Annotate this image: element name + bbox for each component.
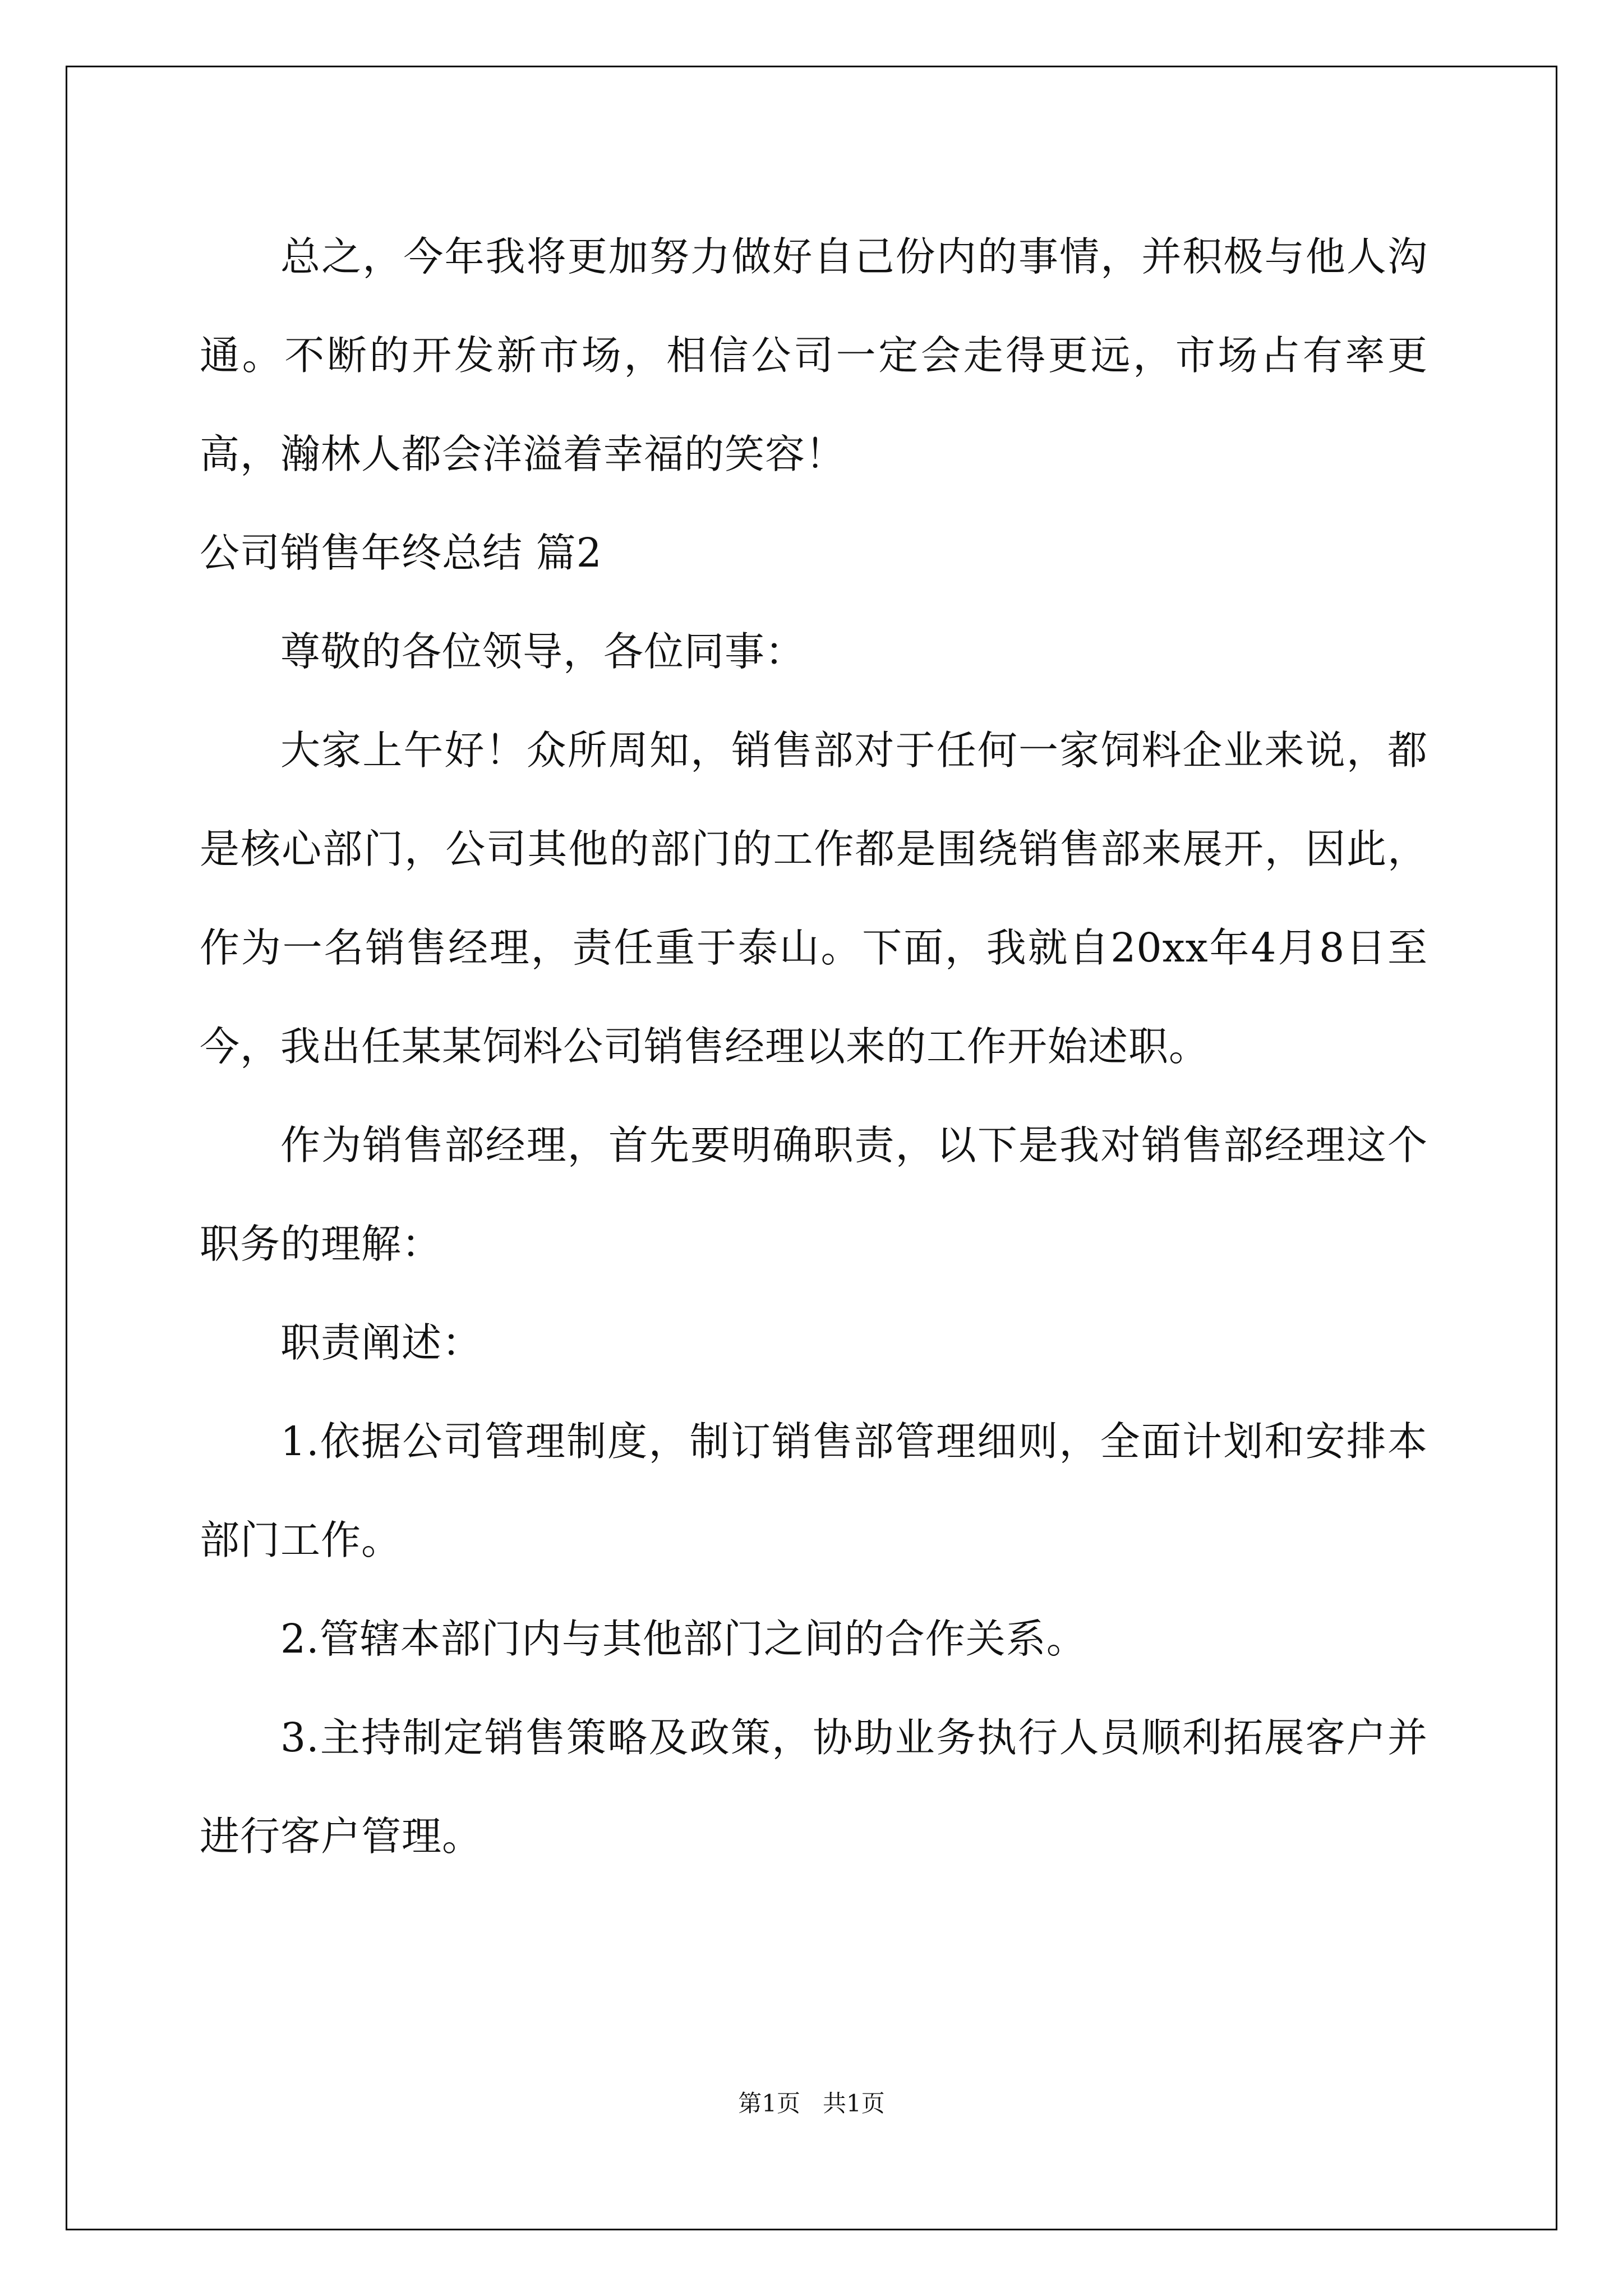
list-item-duty-2: 2.管辖本部门内与其他部门之间的合作关系。 [280, 1616, 1087, 1662]
paragraph-duties-title: 职责阐述： [280, 1319, 483, 1366]
list-item-duty-1: 1.依据公司管理制度，制订销售部管理细则，全面计划和安排本部门工作。 [200, 1418, 1428, 1563]
document-body [200, 208, 1428, 1886]
paragraph-conclusion: 总之，今年我将更加努力做好自己份内的事情，并积极与他人沟通。不断的开发新市场，相信公司一定会走得更远，市场占有率更高，瀚林人都会洋溢着幸福的笑容！ [200, 233, 1428, 477]
paragraph-salutation: 尊敬的各位领导，各位同事： [280, 628, 806, 675]
paragraph-intro: 大家上午好！众所周知，销售部对于任何一家饲料企业来说，都是核心部门，公司其他的部门的工作都是围绕销售部来展开，因此，作为一名销售经理，责任重于泰山。下面，我就自20xx年4月8日至今，我出任某某饲料公司销售经理以来的工作开始述职。 [200, 727, 1428, 1070]
section-heading: 公司销售年终总结 篇2 [200, 530, 602, 576]
paragraph-duties-intro: 作为销售部经理，首先要明确职责，以下是我对销售部经理这个职务的理解： [200, 1122, 1428, 1267]
page-footer: 第1页 共1页 [738, 2090, 885, 2117]
list-item-duty-3: 3.主持制定销售策略及政策，协助业务执行人员顺利拓展客户并进行客户管理。 [200, 1714, 1428, 1860]
